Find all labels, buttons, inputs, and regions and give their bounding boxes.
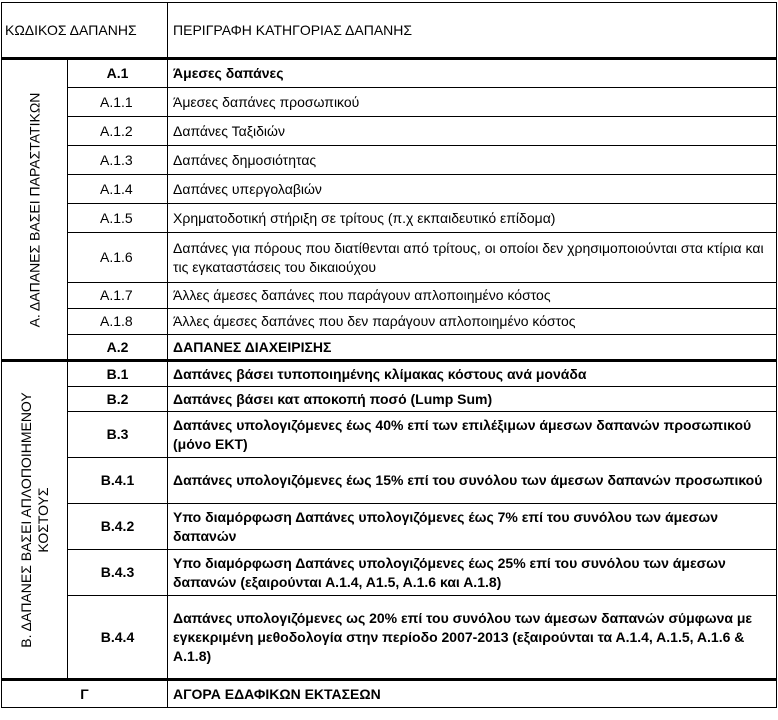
section-g-code: Γ [2,680,168,708]
row-description: Δαπάνες για πόρους που διατίθενται από τρίτους, οι οποίοι δεν χρησιμοποιούνται στα κτίρια και τις εγκαταστάσεις του δικαιούχου [168,233,777,283]
row-code: Α.1.2 [68,117,168,146]
row-code: Α.1.8 [68,309,168,335]
header-description: ΠΕΡΙΓΡΑΦΗ ΚΑΤΗΓΟΡΙΑΣ ΔΑΠΑΝΗΣ [168,3,777,59]
table-row [2,387,777,412]
row-description: Δαπάνες υπεργολαβιών [168,175,777,204]
row-description: Δαπάνες βάσει κατ αποκοπή ποσό (Lump Sum) [168,387,777,412]
row-description: Δαπάνες Ταξιδιών [168,117,777,146]
row-description: Χρηματοδοτική στήριξη σε τρίτους (π.χ εκπαιδευτικό επίδομα) [168,204,777,233]
row-description: Δαπάνες βάσει τυποποιημένης κλίμακας κόστους ανά μονάδα [168,361,777,387]
header-code: ΚΩΔΙΚΟΣ ΔΑΠΑΝΗΣ [2,3,168,59]
row-code: Β.4.1 [68,458,168,504]
row-description: Δαπάνες υπολογιζόμενες ως 20% επί του συνόλου των άμεσων δαπανών σύμφωνα με εγκεκριμένη μεθοδολογία στην περίοδο 2007-2013 (εξαιρούνται τα Α.1.4, Α.1.5, Α.1.6 & Α.1.8) [168,596,777,680]
row-code: Α.1.1 [68,88,168,117]
row-description: Άλλες άμεσες δαπάνες που δεν παράγουν απλοποιημένο κόστος [168,309,777,335]
row-description: ΔΑΠΑΝΕΣ ΔΙΑΧΕΙΡΙΣΗΣ [168,335,777,361]
table-row [2,361,777,387]
section-b-label-line2: ΚΟΣΤΟΥΣ [34,487,51,553]
header-row [2,3,777,59]
table-row [2,596,777,680]
table-row [2,59,777,88]
row-description: Άμεσες δαπάνες προσωπικού [168,88,777,117]
row-code: Β.4.2 [68,504,168,550]
row-description: Δαπάνες δημοσιότητας [168,146,777,175]
row-description: Υπο διαμόρφωση Δαπάνες υπολογιζόμενες έως 25% επί του συνόλου των άμεσων δαπανών (εξαιρούνται Α.1.4, Α1.5, Α.1.6 και Α.1.8) [168,550,777,596]
table-row [2,233,777,283]
table-row [2,680,777,708]
section-b-label-line1: Β. ΔΑΠΑΝΕΣ ΒΑΣΕΙ ΑΠΛΟΠΟΙΗΜΕΝΟΥ [17,392,34,648]
row-code: Α.1.6 [68,233,168,283]
table-row [2,283,777,309]
row-description: Άμεσες δαπάνες [168,59,777,88]
row-description: Δαπάνες υπολογιζόμενες έως 15% επί του συνόλου των άμεσων δαπανών προσωπικού [168,458,777,504]
table-row [2,504,777,550]
row-code: Α.2 [68,335,168,361]
table-row [2,88,777,117]
section-g-description: ΑΓΟΡΑ ΕΔΑΦΙΚΩΝ ΕΚΤΑΣΕΩΝ [168,680,777,708]
row-code: Α.1.4 [68,175,168,204]
table-row [2,550,777,596]
row-code: Β.4.4 [68,596,168,680]
section-b-label-cell [2,361,68,680]
section-a-label-cell [2,59,68,361]
table-row [2,309,777,335]
row-code: Α.1.7 [68,283,168,309]
section-b-label [18,392,52,647]
row-description: Υπο διαμόρφωση Δαπάνες υπολογιζόμενες έως 7% επί του συνόλου των άμεσων δαπανών [168,504,777,550]
row-code: Α.1.5 [68,204,168,233]
row-description: Άλλες άμεσες δαπάνες που παράγουν απλοποιημένο κόστος [168,283,777,309]
table-row [2,412,777,458]
table-row [2,175,777,204]
table-row [2,204,777,233]
row-code: Β.3 [68,412,168,458]
section-a-label: Α. ΔΑΠΑΝΕΣ ΒΑΣΕΙ ΠΑΡΑΣΤΑΤΙΚΩΝ [26,92,42,327]
row-code: Α.1 [68,59,168,88]
row-code: Β.4.3 [68,550,168,596]
table-row [2,146,777,175]
expense-category-table [1,2,777,708]
row-code: Α.1.3 [68,146,168,175]
table-row [2,458,777,504]
row-code: Β.1 [68,361,168,387]
row-description: Δαπάνες υπολογιζόμενες έως 40% επί των επιλέξιμων άμεσων δαπανών προσωπικού (μόνο ΕΚΤ) [168,412,777,458]
row-code: Β.2 [68,387,168,412]
table-row [2,335,777,361]
table-row [2,117,777,146]
